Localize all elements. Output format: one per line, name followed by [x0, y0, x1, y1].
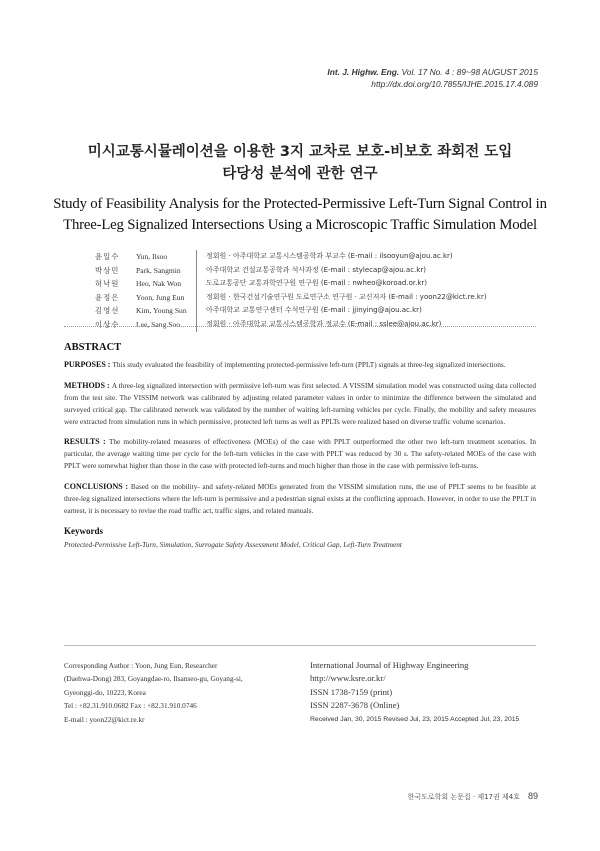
corr-email: E-mail : yoon22@kict.re.kr: [64, 714, 145, 724]
journal-url[interactable]: http://www.ksre.or.kr/: [310, 673, 386, 684]
author-row: [95, 277, 565, 291]
author-name-en: Yun, Ilsoo: [136, 252, 168, 261]
author-row: [95, 304, 565, 318]
journal-name: International Journal of Highway Engineering: [310, 660, 469, 670]
author-row: [95, 264, 565, 278]
author-row: [95, 291, 565, 305]
author-name-en: Yoon, Jung Eun: [136, 292, 185, 302]
author-name-en: Kim, Young Sun: [136, 306, 187, 316]
dotted-divider: [64, 326, 536, 327]
korean-title: [60, 141, 540, 185]
author-row: [95, 318, 565, 332]
corr-address-2: Gyeonggi-do, 10223, Korea: [64, 687, 146, 697]
results-label: RESULTS :: [64, 437, 109, 447]
author-name-en: Lee, Sang Soo: [136, 319, 181, 329]
author-affiliation: 아주대학교 교통연구센터 수석연구원 (E-mail : jjinying@ajou.ac.kr): [196, 304, 422, 318]
abstract-section: [64, 342, 536, 551]
author-affiliation: 도로교통공단 교통과학연구원 연구원 (E-mail : nwheo@koroad.or.kr): [196, 277, 427, 291]
author-name-en: Park, Sangmin: [136, 265, 181, 275]
solid-divider: [64, 645, 536, 646]
page-footer: [408, 791, 538, 802]
corr-author: Corresponding Author : Yoon, Jung Eun, Researcher: [64, 661, 218, 670]
page-number: 89: [527, 791, 538, 801]
keywords-text: Protected-Permissive Left-Turn, Simulation, Surrogate Safety Assessment Model, Critical Gap, Left-Turn Treatment: [64, 539, 402, 549]
keywords-heading: Keywords: [64, 525, 103, 536]
abstract-methods: [64, 380, 536, 428]
author-name-ko: 윤정은: [95, 292, 120, 302]
english-title-line-2: Three-Leg Signalized Intersections Using a Microscopic Traffic Simulation Model: [63, 217, 537, 233]
author-affiliation: 정회원 · 아주대학교 교통시스템공학과 부교수 (E-mail : ilsooyun@ajou.ac.kr): [196, 250, 453, 264]
korean-title-line-1: 미시교통시뮬레이션을 이용한 3지 교차로 보호-비보호 좌회전 도입: [87, 144, 513, 160]
abstract-heading: ABSTRACT: [64, 342, 122, 353]
methods-text: A three-leg signalized intersection with permissive left-turn was first selected. A VISSIM simulation model was constructed using data collected from the test site. The VISSIM network was calibrated by adjusting related parameter values in order to minimize the difference between the simulated and surveyed critical gap. The calibrated network was validated by the number of waiting left-turning vehicles per cycle. Finally, the mobility and safety measures were extracted from simulation runs in which permissive, protected left turns as well as PPLTs were realized based on diverse traffic volume scenarios.: [64, 380, 536, 426]
abstract-results: [64, 436, 536, 472]
author-name-ko: 허낙원: [95, 279, 120, 289]
results-text: The mobility-related measures of effectiveness (MOEs) of the case with PPLT outperformed the other two left-turn treatment scenarios. In particular, the average waiting time per cycle for the left-turn vehicles in the case with PPLT was reduced by 30 s. The safety-related MOEs of the case with PPLT were somewhat higher than those in the case with protected left-turns and much higher than those in the case with permissive left-turns.: [64, 437, 536, 471]
author-name-ko: 윤일수: [95, 252, 120, 261]
issn-online: ISSN 2287-3678 (Online): [310, 700, 400, 711]
author-name-ko: 김영선: [95, 306, 120, 316]
purposes-text: This study evaluated the feasibility of implementing protected-permissive left-turn (PPLT) signals at three-leg signalized intersections.: [112, 359, 506, 369]
correspondence-block: [64, 659, 296, 726]
conclusions-text: Based on the mobility- and safety-related MOEs generated from the VISSIM simulation runs, the use of PPLT seems to be feasible at three-leg signalized intersections where the left-turn is permissive and a pedestrian signal exists at the conflicting approach. However, in order to use the PPLT in earnest, it is necessary to revise the road traffic act, traffic signs, and related manuals.: [64, 482, 536, 515]
english-title-line-1: Study of Feasibility Analysis for the Protected-Permissive Left-Turn Signal Control in: [53, 196, 547, 212]
abstract-conclusions: [64, 481, 536, 517]
doi-link[interactable]: http://dx.doi.org/10.7855/IJHE.2015.17.4.089: [371, 79, 538, 89]
received-dates: Received Jan, 30, 2015 Revised Jul, 23, 2015 Accepted Jul, 23, 2015: [310, 715, 520, 723]
conclusions-label: CONCLUSIONS :: [64, 482, 131, 492]
purposes-label: PURPOSES :: [64, 359, 113, 369]
issn-print: ISSN 1738-7159 (print): [310, 686, 393, 697]
author-affiliation: 아주대학교 건설교통공학과 석사과정 (E-mail : stylecap@ajou.ac.kr): [196, 264, 426, 278]
footer-journal: 한국도로학회 논문집 · 제17권 제4호: [407, 793, 520, 801]
author-name-ko: 박상민: [95, 265, 120, 275]
author-affiliation: 정회원 · 한국건설기술연구원 도로연구소 연구원 · 교신저자 (E-mail : yoon22@kict.re.kr): [196, 291, 487, 305]
corr-phone: Tel : +82.31.910.0682 Fax : +82.31.910.0746: [64, 701, 197, 711]
volume-issue: Vol. 17 No. 4 : 89~98 AUGUST 2015: [399, 67, 538, 77]
english-title: [50, 194, 550, 236]
journal-header: [327, 66, 538, 90]
methods-label: METHODS :: [64, 380, 112, 390]
corr-address-1: (Daehwa-Dong) 283, Goyangdae-ro, Ilsanseo-gu, Goyang-si,: [64, 674, 243, 684]
author-affiliation: 정회원 · 아주대학교 교통시스템공학과 정교수 (E-mail : sslee@ajou.ac.kr): [196, 318, 441, 332]
journal-info-block: [310, 659, 550, 726]
author-name-en: Heo, Nak Won: [136, 279, 182, 289]
journal-short-name: Int. J. Highw. Eng.: [327, 67, 400, 77]
citation-line: [327, 66, 538, 78]
korean-title-line-2: 타당성 분석에 관한 연구: [222, 166, 378, 182]
author-list: [95, 250, 565, 332]
abstract-purposes: [64, 359, 536, 371]
author-row: [95, 250, 565, 264]
author-name-ko: 이상수: [95, 319, 120, 329]
